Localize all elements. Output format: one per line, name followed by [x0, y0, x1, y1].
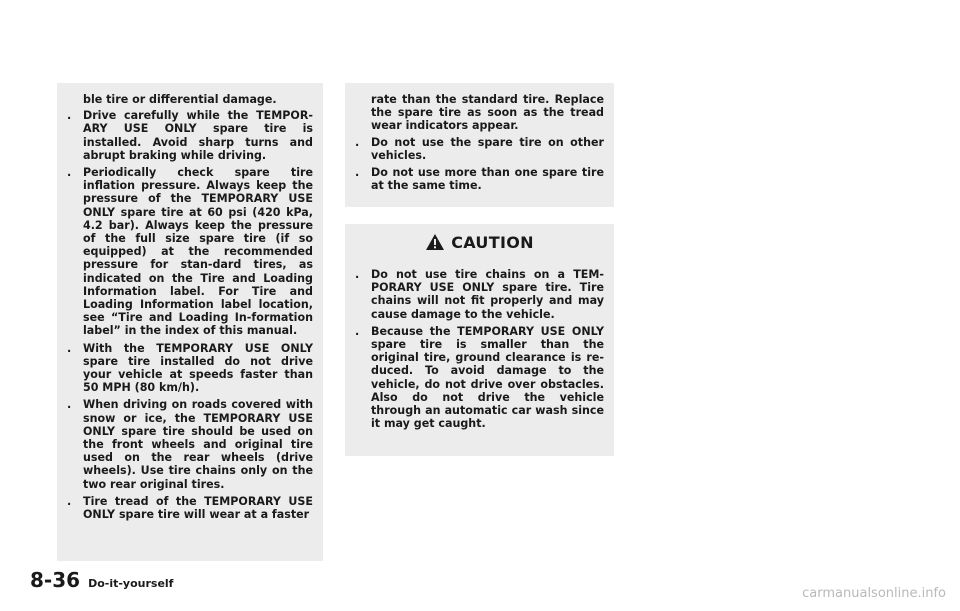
list-item-text: Do not use tire chains on a TEM-PORARY USE ONLY spare tire. Tire chains will not fit properly and may cause damage to the vehicle. — [371, 268, 604, 321]
list-item — [65, 495, 313, 521]
section-name: Do-it-yourself — [88, 577, 174, 590]
page-footer — [30, 568, 173, 592]
left-text-column — [57, 83, 323, 561]
list-item — [65, 342, 313, 395]
bullet: . — [67, 341, 72, 355]
list-item — [353, 166, 604, 192]
caution-body — [345, 260, 614, 456]
list-item-text: Because the TEMPORARY USE ONLY spare tire is smaller than the original tire, ground clearance is re-duced. To avoid damage to the vehicle, do not drive over obstacles. Also do not drive the vehicle through an automatic car wash since it may get caught. — [371, 324, 604, 431]
bullet: . — [355, 268, 360, 281]
watermark: carmanualsonline.info — [802, 586, 946, 601]
caution-title: CAUTION — [451, 232, 534, 252]
bullet: . — [67, 166, 72, 180]
bullet: . — [355, 324, 360, 338]
bullet: . — [355, 135, 360, 149]
warning-triangle-icon — [425, 233, 445, 251]
list-item-text: Periodically check spare tire inflation pressure. Always keep the pressure of the TEMPORARY USE ONLY spare tire at 60 psi (420 kPa, 4.2 bar). Always keep the pressure of the full size spare tire (if so equipped) at the recommended pressure for stan-dard tires, as indicated on the Tire and Loading Information label. For Tire and Loading Information label location, see “Tire and Loading In-formation label” in the index of this manual. — [83, 166, 313, 338]
list-item-text: Do not use the spare tire on other vehicles. — [371, 135, 604, 162]
list-item-text: Do not use more than one spare tire at the same time. — [371, 166, 604, 193]
list-item-text: Tire tread of the TEMPORARY USE ONLY spare tire will wear at a faster — [83, 494, 313, 522]
bullet: . — [67, 109, 72, 123]
list-item — [353, 268, 604, 321]
list-item-text: Drive carefully while the TEMPOR-ARY USE ONLY spare tire is installed. Avoid sharp turns and abrupt braking while driving. — [83, 109, 313, 162]
list-item — [353, 136, 604, 162]
page-number: 8-36 — [30, 568, 81, 592]
list-item — [65, 166, 313, 338]
caution-header — [345, 224, 614, 260]
right-text-column — [345, 83, 614, 207]
list-item — [65, 398, 313, 490]
list-item — [65, 109, 313, 162]
continued-text: ble tire or differential damage. — [83, 93, 277, 106]
list-item — [353, 325, 604, 431]
bullet: . — [67, 494, 72, 508]
bullet: . — [67, 398, 72, 412]
list-item-text: With the TEMPORARY USE ONLY spare tire installed do not drive your vehicle at speeds faster than 50 MPH (80 km/h). — [83, 341, 313, 395]
bullet: . — [355, 166, 360, 180]
list-item-text: When driving on roads covered with snow or ice, the TEMPORARY USE ONLY spare tire should be used on the front wheels and original tire used on the rear wheels (drive wheels). Use tire chains only on the two rear original tires. — [83, 398, 313, 491]
continued-text: rate than the standard tire. Replace the spare tire as soon as the tread wear indicators appear. — [371, 93, 604, 133]
